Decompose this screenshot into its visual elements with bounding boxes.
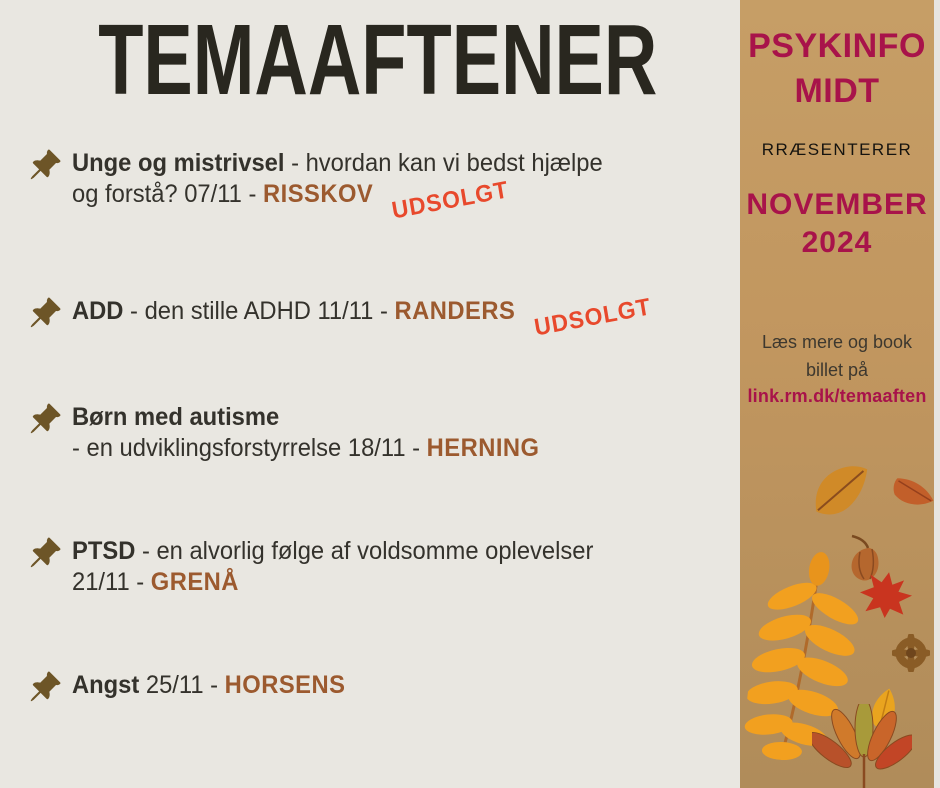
event-text xyxy=(72,536,593,598)
booking-link[interactable]: link.rm.dk/temaaften xyxy=(747,386,927,406)
event-title: Unge og mistrivsel xyxy=(72,149,285,177)
info-line1: Læs mere og book xyxy=(761,332,913,352)
event-text xyxy=(72,293,653,342)
event-text xyxy=(72,148,603,225)
month-line1: NOVEMBER xyxy=(746,188,928,221)
rust-leaf-icon xyxy=(885,470,940,520)
event-city: HERNING xyxy=(426,434,540,462)
pushpin-icon xyxy=(28,296,62,330)
event-city: RISSKOV xyxy=(263,180,374,208)
event-line xyxy=(72,433,540,464)
title-row xyxy=(0,4,740,116)
event-line xyxy=(72,567,593,598)
page-title: TEMAAFTENER xyxy=(98,4,658,116)
event-item-add xyxy=(28,293,681,342)
creeper-leaf-icon xyxy=(812,704,912,788)
presents-label: RRÆSENTERER xyxy=(761,140,913,159)
event-line xyxy=(72,148,603,179)
month-label xyxy=(740,186,934,262)
soldout-stamp: UDSOLGT xyxy=(532,293,653,342)
event-city: RANDERS xyxy=(394,297,516,325)
event-desc: - en alvorlig følge af voldsomme oplevelser xyxy=(135,537,594,565)
event-line xyxy=(72,536,593,567)
info-line2: billet på xyxy=(805,360,869,380)
event-title: ADD xyxy=(72,297,124,325)
event-item-born-med-autisme xyxy=(28,402,564,464)
pushpin-icon xyxy=(28,402,62,436)
pushpin-icon xyxy=(28,536,62,570)
brand-title xyxy=(740,24,934,114)
brand-line2: MIDT xyxy=(794,72,880,110)
event-item-unge-og-mistrivsel xyxy=(28,148,631,225)
event-city: HORSENS xyxy=(224,671,346,699)
event-line xyxy=(72,176,603,225)
pushpin-icon xyxy=(28,670,62,704)
event-desc: 21/11 - xyxy=(72,568,151,596)
event-desc: 25/11 - xyxy=(139,671,225,699)
month-line2: 2024 xyxy=(801,226,873,259)
event-desc: og forstå? 07/11 - xyxy=(72,180,264,208)
right-edge-strip xyxy=(934,0,940,788)
event-line xyxy=(72,402,540,433)
soldout-stamp: UDSOLGT xyxy=(389,176,511,225)
event-text xyxy=(72,670,345,701)
event-line xyxy=(72,293,653,342)
event-title: PTSD xyxy=(72,537,136,565)
brand-line1: PSYKINFO xyxy=(748,27,926,65)
star-anise-icon xyxy=(892,634,930,672)
event-desc: - hvordan kan vi bedst hjælpe xyxy=(284,149,603,177)
event-desc: - den stille ADHD 11/11 - xyxy=(123,297,395,325)
event-title: Børn med autisme xyxy=(72,403,280,431)
event-item-ptsd xyxy=(28,536,621,598)
booking-info xyxy=(740,328,934,384)
event-line xyxy=(72,670,345,701)
oak-leaf-icon xyxy=(795,446,887,536)
sidebar xyxy=(740,0,934,788)
event-city: GRENÅ xyxy=(150,568,239,596)
pushpin-icon xyxy=(28,148,62,182)
event-desc: - en udviklingsforstyrrelse 18/11 - xyxy=(72,434,427,462)
event-title: Angst xyxy=(72,671,140,699)
event-item-angst xyxy=(28,670,360,701)
event-text xyxy=(72,402,540,464)
